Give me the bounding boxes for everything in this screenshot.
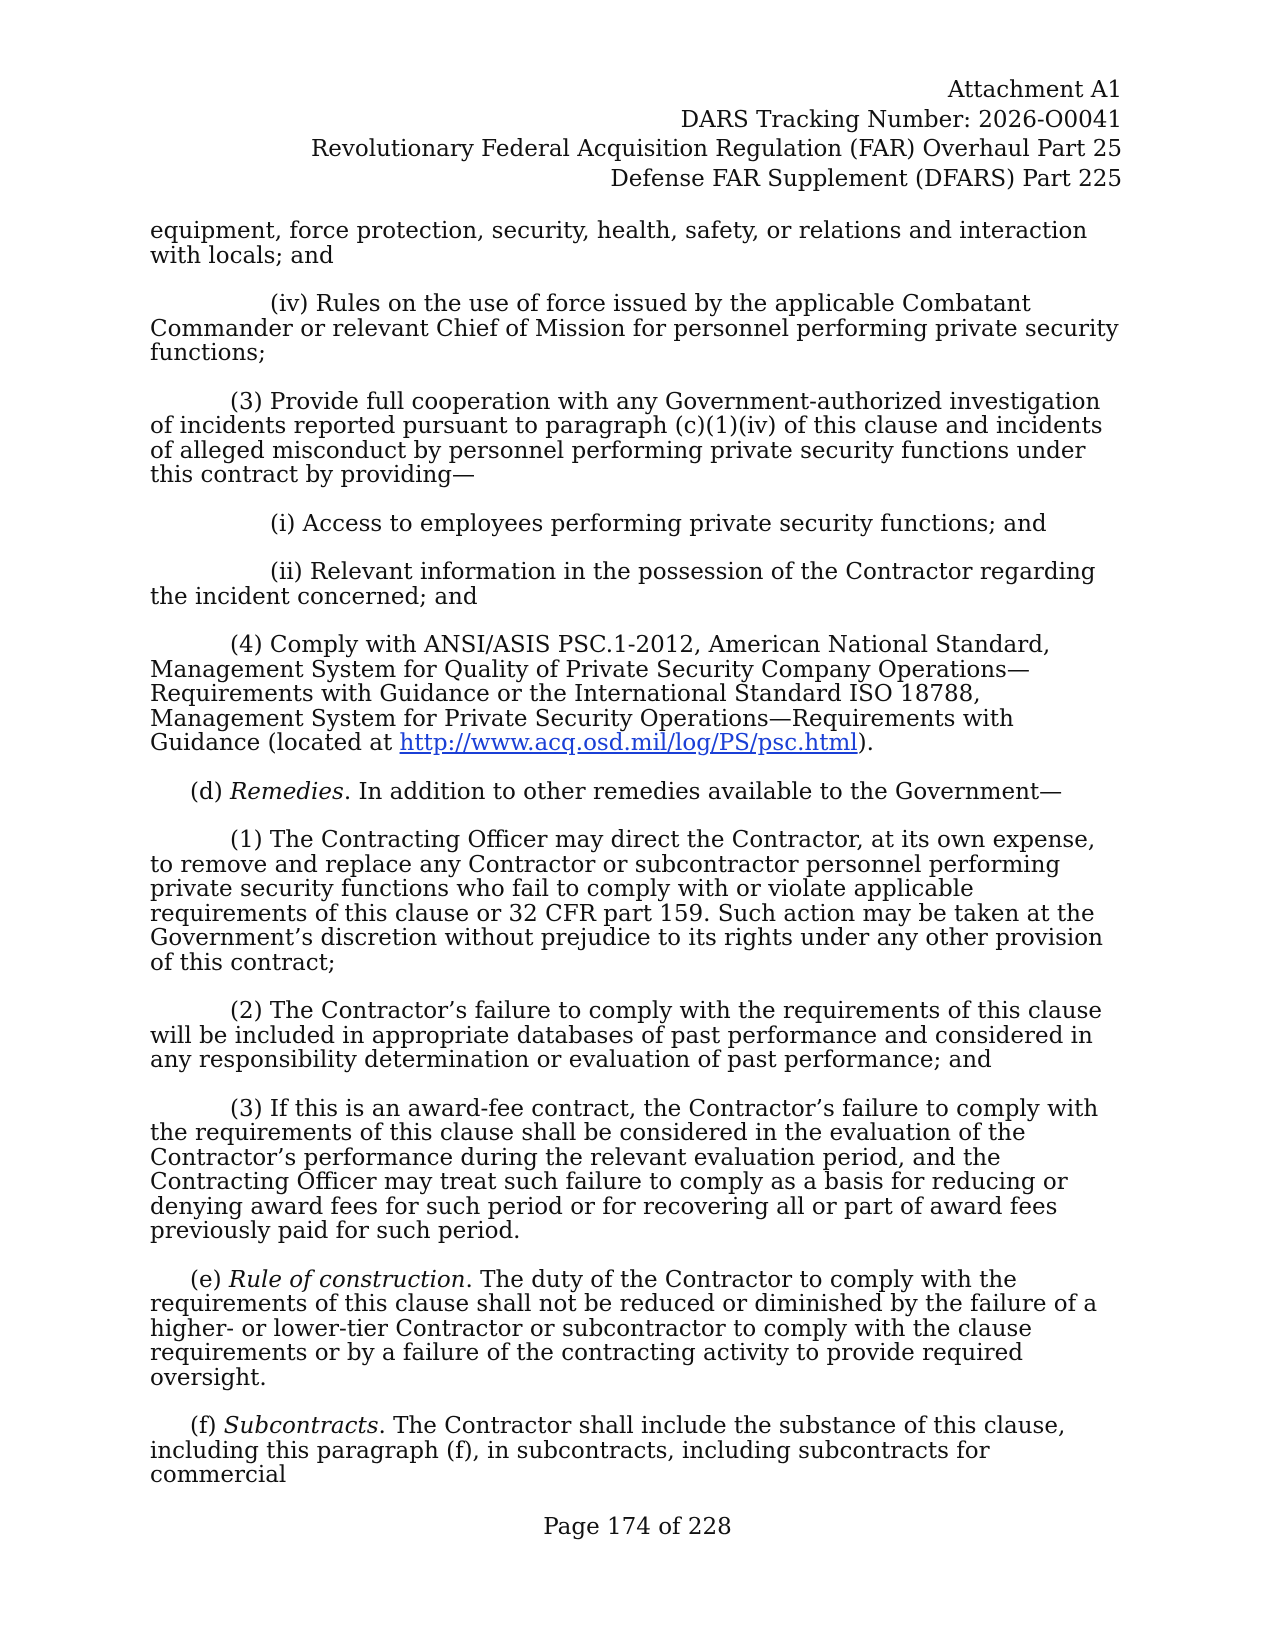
paragraph-c-4 xyxy=(150,633,1125,756)
paragraph-d-2: (2) The Contractor’s failure to comply with the requirements of this clause will be included in appropriate databases of past performance and considered in any responsibility determination or evaluation of past performance; and xyxy=(150,998,1103,1073)
paragraph-d-3: (3) If this is an award-fee contract, the Contractor’s failure to comply with the requirements of this clause shall be considered in the evaluation of the Contractor’s performance during the relevant evaluation period, and the Contracting Officer may treat such failure to comply as a basis for reducing or denying award fees for such period or for recovering all or part of award fees previously paid for such period. xyxy=(150,1095,1099,1244)
paragraph-c-4-text: (4) Comply with ANSI/ASIS PSC.1-2012, American National Standard, Management System for Quality of Private Security Company Operations—Requirements with Guidance or the International Standard ISO 18788, Management System for Private Security Operations—Requirements with Guidance (located at xyxy=(150,632,1051,756)
paragraph-c-3-i: (i) Access to employees performing private security functions; and xyxy=(270,510,1047,537)
paragraph-f xyxy=(150,1414,1125,1488)
paragraph-e xyxy=(150,1268,1125,1391)
paragraph-d-heading: Remedies xyxy=(229,778,344,805)
paragraph-f-lead: (f) xyxy=(190,1413,224,1439)
paragraph-f-text: . The Contractor shall include the substance of this clause, including this paragraph (f), in subcontracts, including subcontracts for commercial xyxy=(150,1413,1066,1488)
paragraph-d-lead: (d) xyxy=(190,778,230,805)
document-body xyxy=(150,219,1125,1512)
paragraph-c-3: (3) Provide full cooperation with any Government-authorized investigation of incidents reported pursuant to paragraph (c)(1)(iv) of this clause and incidents of alleged misconduct by personnel performing private security functions under this contract by providing— xyxy=(150,388,1103,488)
paragraph-d xyxy=(150,780,1125,805)
paragraph-c-2-iv: (iv) Rules on the use of force issued by the applicable Combatant Commander or relevant Chief of Mission for personnel performing private security functions; xyxy=(150,291,1119,366)
page-footer xyxy=(0,1515,1275,1539)
paragraph-d-text: . In addition to other remedies available to the Government— xyxy=(343,778,1063,805)
paragraph-d-1: (1) The Contracting Officer may direct the Contractor, at its own expense, to remove and replace any Contractor or subcontractor personnel performing private security functions who fail to comply with or violate applicable requirements of this clause or 32 CFR part 159. Such action may be taken at the Government’s discretion without prejudice to its rights under any other provision of this contract; xyxy=(150,827,1103,976)
paragraph-c-3-ii: (ii) Relevant information in the possession of the Contractor regarding the incident concerned; and xyxy=(150,559,1096,610)
paragraph-e-lead: (e) xyxy=(190,1266,229,1293)
paragraph-c-4-end: ). xyxy=(857,730,874,756)
paragraph-f-heading: Subcontracts xyxy=(223,1413,379,1439)
psc-link[interactable]: http://www.acq.osd.mil/log/PS/psc.html xyxy=(399,730,858,756)
header-attachment: Attachment A1 xyxy=(947,77,1122,103)
header-tracking-number: DARS Tracking Number: 2026-O0041 xyxy=(680,106,1122,133)
header-dfars-part: Defense FAR Supplement (DFARS) Part 225 xyxy=(610,165,1122,192)
header-far-part: Revolutionary Federal Acquisition Regulation (FAR) Overhaul Part 25 xyxy=(310,136,1122,162)
paragraph-e-heading: Rule of construction xyxy=(228,1266,466,1293)
paragraph-continuation: equipment, force protection, security, health, safety, or relations and interaction with locals; and xyxy=(150,218,1088,269)
page-header xyxy=(311,76,1122,194)
paragraph-e-text: . The duty of the Contractor to comply with the requirements of this clause shall not be reduced or diminished by the failure of a higher- or lower-tier Contractor or subcontractor to comply with the clause requirements or by a failure of the contracting activity to provide required oversight. xyxy=(150,1266,1098,1391)
page-number: Page 174 of 228 xyxy=(543,1514,732,1540)
